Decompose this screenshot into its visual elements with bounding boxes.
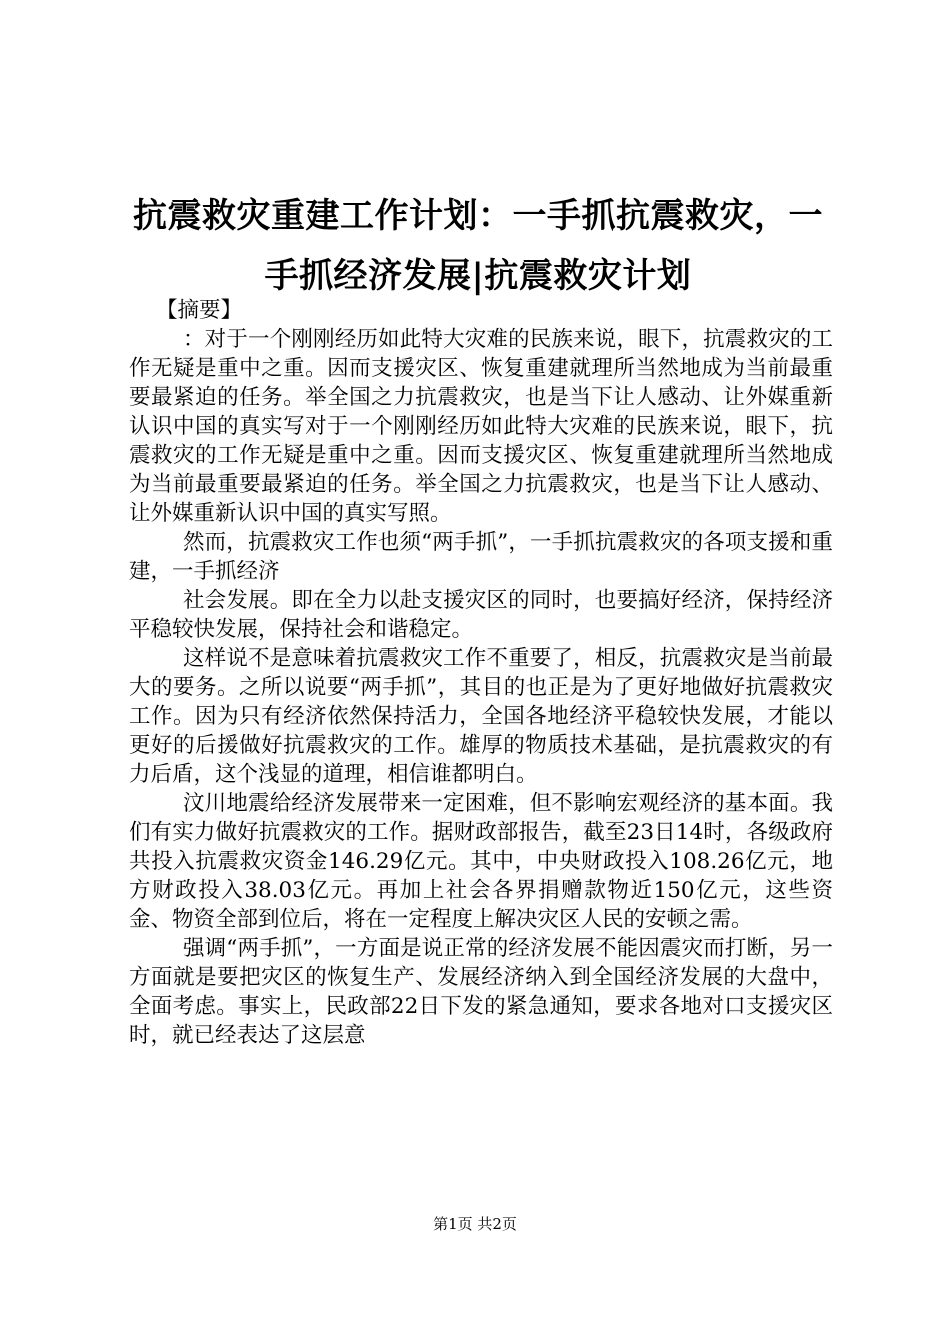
document-body [129, 296, 833, 1050]
paragraph-abstract: ：对于一个刚刚经历如此特大灾难的民族来说，眼下，抗震救灾的工作无疑是重中之重。因而支援灾区、恢复重建就理所当然地成为当前最重要最紧迫的任务。举全国之力抗震救灾，也是当下让人感动、让外媒重新认识中国的真实写对于一个刚刚经历如此特大灾难的民族来说，眼下，抗震救灾的工作无疑是重中之重。因而支援灾区、恢复重建就理所当然地成为当前最重要最紧迫的任务。举全国之力抗震救灾，也是当下让人感动、让外媒重新认识中国的真实写照。 [129, 327, 833, 526]
abstract-label: 【摘要】 [156, 298, 243, 323]
page-footer: 第1页 共2页 [433, 1215, 517, 1233]
title-line-1: 抗震救灾重建工作计划：一手抓抗震救灾，一 [133, 196, 823, 236]
paragraph: 强调“两手抓”，一方面是说正常的经济发展不能因震灾而打断，另一方面就是要把灾区的恢复生产、发展经济纳入到全国经济发展的大盘中，全面考虑。事实上，民政部22日下发的紧急通知，要求各地对口支援灾区时，就已经表达了这层意 [129, 936, 833, 1048]
paragraph: 然而，抗震救灾工作也须“两手抓”，一手抓抗震救灾的各项支援和重建，一手抓经济 [129, 530, 833, 584]
paragraph: 社会发展。即在全力以赴支援灾区的同时，也要搞好经济，保持经济平稳较快发展，保持社会和谐稳定。 [129, 588, 833, 642]
paragraph: 汶川地震给经济发展带来一定困难，但不影响宏观经济的基本面。我们有实力做好抗震救灾的工作。据财政部报告，截至23日14时，各级政府共投入抗震救灾资金146.29亿元。其中，中央财政投入108.26亿元，地方财政投入38.03亿元。再加上社会各界捐赠款物近150亿元，这些资金、物资全部到位后，将在一定程度上解决灾区人民的安顿之需。 [129, 791, 833, 932]
title-line-2: 手抓经济发展|抗震救灾计划 [264, 256, 692, 296]
document-title [125, 186, 831, 306]
paragraph: 这样说不是意味着抗震救灾工作不重要了，相反，抗震救灾是当前最大的要务。之所以说要“两手抓”，其目的也正是为了更好地做好抗震救灾工作。因为只有经济依然保持活力，全国各地经济平稳较快发展，才能以更好的后援做好抗震救灾的工作。雄厚的物质技术基础，是抗震救灾的有力后盾，这个浅显的道理，相信谁都明白。 [129, 646, 833, 787]
